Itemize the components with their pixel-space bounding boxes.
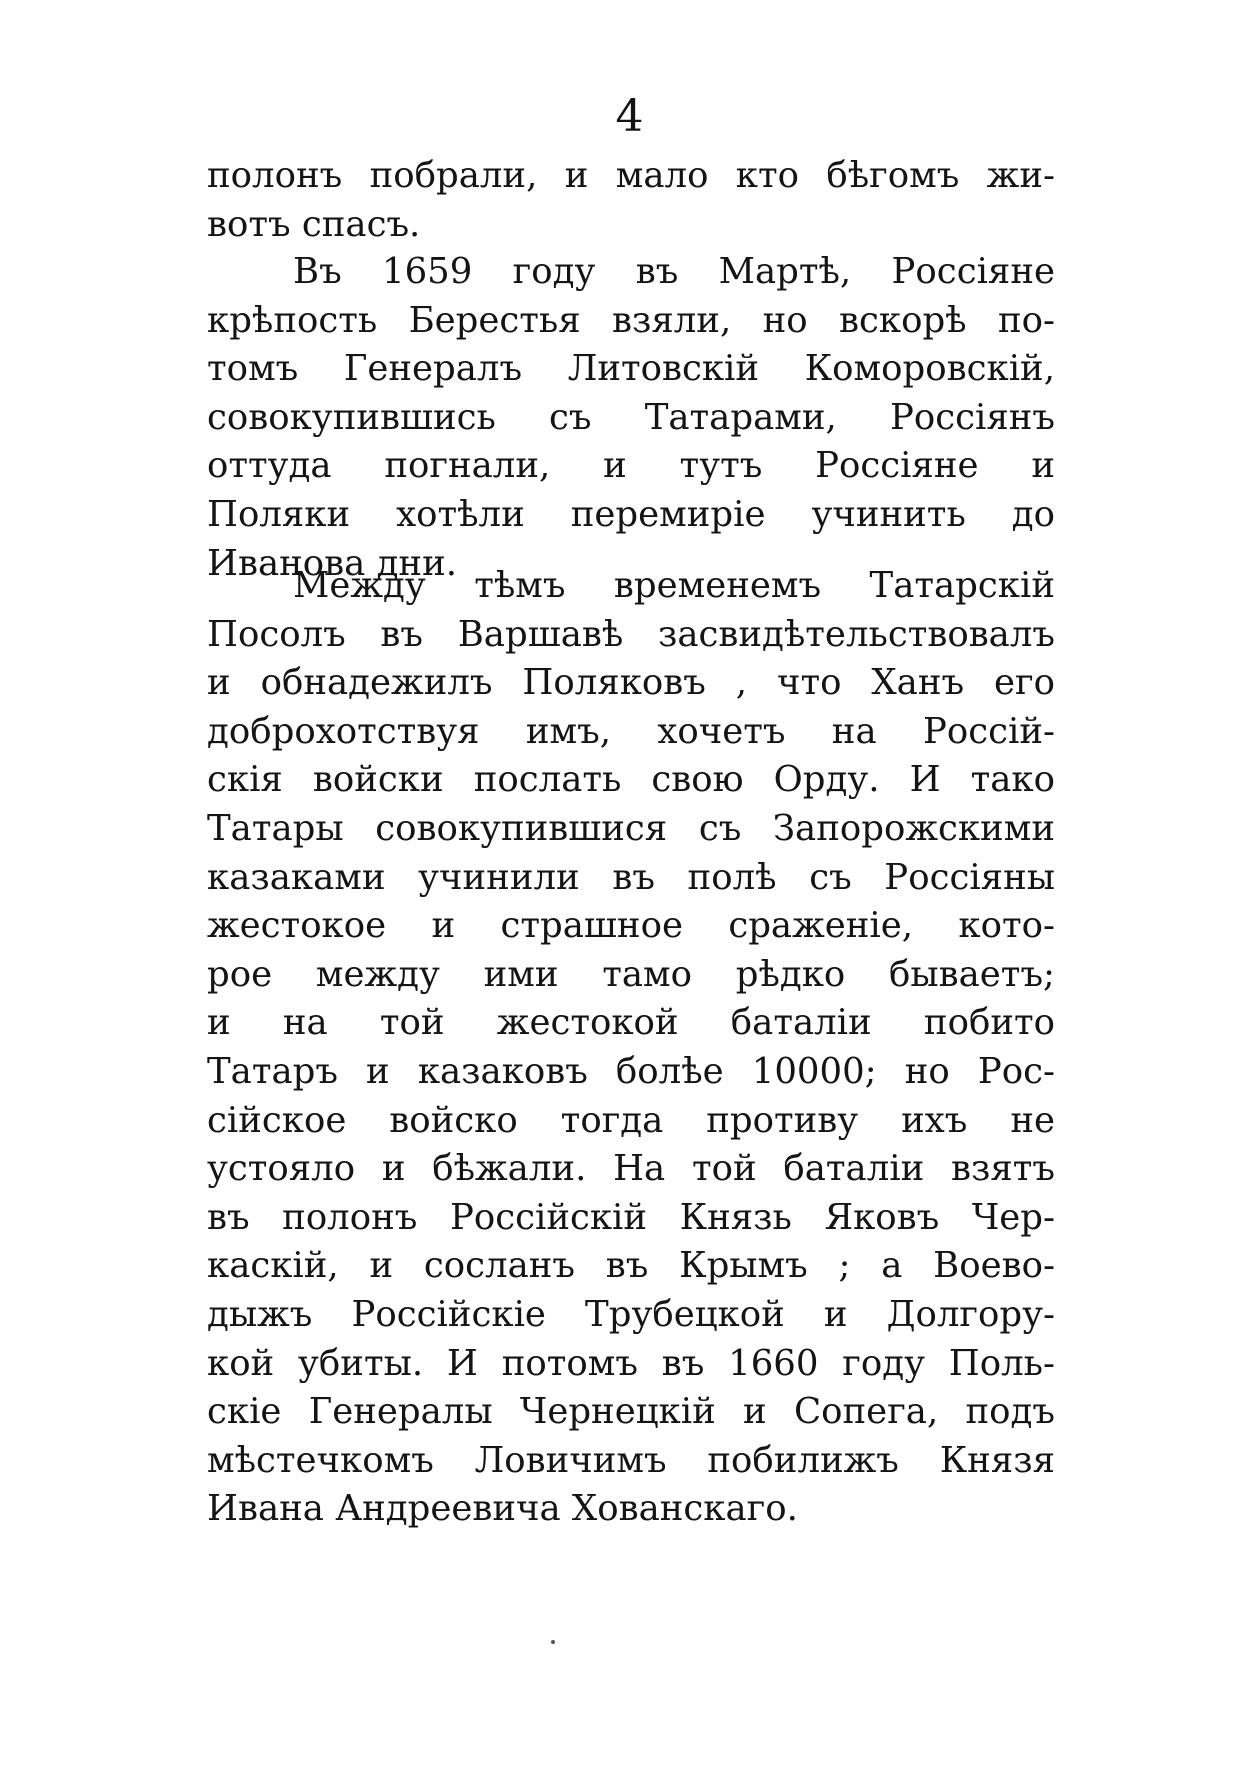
text-line: Татары совокупившися съ Запорожскими	[207, 807, 1055, 849]
text-line: кой убиты. И потомъ въ 1660 году Поль-	[207, 1342, 1055, 1384]
text-line: въ полонъ Россійскій Князь Яковъ Чер-	[207, 1196, 1055, 1238]
text-line: и обнадежилъ Поляковъ , что Ханъ его	[207, 662, 1055, 704]
text-line: дыжъ Россійскіе Трубецкой и Долгору-	[207, 1293, 1055, 1335]
text-line: Посолъ въ Варшавѣ засвидѣтельствовалъ	[207, 613, 1055, 655]
text-line: полонъ побрали, и мало кто бѣгомъ жи-	[207, 155, 1055, 196]
page-number: 4	[615, 91, 644, 142]
text-line: и на той жестокой баталіи побито	[207, 1002, 1055, 1044]
text-line: рое между ими тамо рѣдко бываетъ;	[207, 953, 1055, 995]
text-line: томъ Генералъ Литовскій Коморовскій,	[207, 348, 1055, 390]
text-line: Татаръ и казаковъ болѣе 10000; но Рос-	[207, 1050, 1055, 1092]
text-line: оттуда погнали, и тутъ Россіяне и	[207, 445, 1055, 487]
text-line: Ивана Андреевича Хованскаго.	[207, 1488, 798, 1530]
text-line: Въ 1659 году въ Мартѣ, Россіяне	[293, 251, 1055, 292]
ink-speck	[551, 1640, 555, 1644]
text-line: Поляки хотѣли перемиріе учинить до	[207, 493, 1055, 535]
text-line: каскій, и сосланъ въ Крымъ ; а Воево-	[207, 1245, 1055, 1287]
text-line: сійское войско тогда противу ихъ не	[207, 1099, 1055, 1141]
paragraph-1	[207, 152, 1055, 249]
text-line: устояло и бѣжали. На той баталіи взятъ	[207, 1148, 1055, 1190]
text-line: скія войски послать свою Орду. И тако	[207, 759, 1055, 801]
paragraph-2	[207, 248, 1055, 588]
text-line: скіе Генералы Чернецкій и Сопега, подъ	[207, 1391, 1055, 1433]
text-line: Иванова дни.	[207, 542, 458, 584]
text-line: вотъ спасъ.	[207, 203, 421, 245]
text-line: крѣпость Берестья взяли, но вскорѣ по-	[207, 299, 1055, 341]
text-line: мѣстечкомъ Ловичимъ побилижъ Князя	[207, 1439, 1055, 1481]
text-line: совокупившись съ Татарами, Россіянъ	[207, 396, 1055, 438]
paragraph-3	[207, 562, 1055, 1534]
text-line: жестокое и страшное сраженіе, кото-	[207, 905, 1055, 947]
text-line: доброхотствуя имъ, хочетъ на Россій-	[207, 710, 1055, 752]
text-line: казаками учинили въ полѣ съ Россіяны	[207, 856, 1055, 898]
text-line: Между тѣмъ временемъ Татарскій	[293, 565, 1055, 606]
